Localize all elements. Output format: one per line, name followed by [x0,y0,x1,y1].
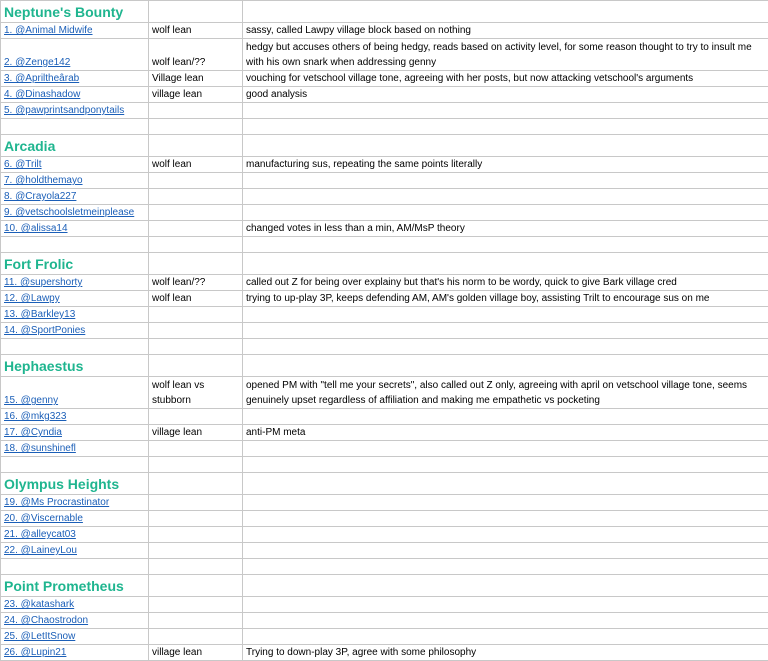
lean-cell[interactable] [149,613,243,629]
player-name-cell[interactable] [1,597,149,613]
player-row [1,275,768,291]
empty-cell[interactable] [149,559,243,575]
player-row [1,409,768,425]
blank-row [1,237,768,253]
lean-cell[interactable] [149,527,243,543]
player-link[interactable]: 25. @LetItSnow [4,631,75,642]
player-row [1,323,768,339]
player-name-cell[interactable] [1,221,149,237]
lean-cell[interactable] [149,221,243,237]
lean-cell[interactable]: village lean [149,425,243,441]
lean-cell[interactable]: Village lean [149,71,243,87]
player-name-cell[interactable] [1,157,149,173]
notes-cell[interactable] [243,323,768,339]
lean-cell[interactable] [149,629,243,645]
empty-cell[interactable] [1,339,149,355]
player-row [1,103,768,119]
player-row [1,87,768,103]
lean-cell[interactable] [149,441,243,457]
group-header-row [1,473,768,495]
player-name-cell[interactable] [1,189,149,205]
player-link[interactable]: 12. @Lawpy [4,293,60,304]
player-name-cell[interactable] [1,307,149,323]
empty-cell[interactable] [243,559,768,575]
player-name-cell[interactable] [1,291,149,307]
empty-cell[interactable] [1,237,149,253]
lean-cell[interactable] [149,103,243,119]
empty-cell[interactable] [243,253,768,275]
lean-cell[interactable] [149,511,243,527]
player-link[interactable]: 3. @Apriltheârab [4,73,79,84]
group-title[interactable]: Arcadia [1,135,149,157]
empty-cell[interactable] [243,119,768,135]
player-row [1,205,768,221]
player-row [1,39,768,71]
lean-cell[interactable] [149,173,243,189]
notes-cell[interactable] [243,597,768,613]
player-link[interactable]: 18. @sunshinefl [4,443,76,454]
player-row [1,629,768,645]
player-name-cell[interactable] [1,205,149,221]
empty-cell[interactable] [149,339,243,355]
player-row [1,425,768,441]
player-link[interactable]: 15. @genny [4,395,58,406]
empty-cell[interactable] [149,135,243,157]
lean-cell[interactable] [149,597,243,613]
group-title[interactable]: Fort Frolic [1,253,149,275]
player-name-cell[interactable] [1,527,149,543]
empty-cell[interactable] [243,457,768,473]
group-header-row [1,135,768,157]
notes-cell[interactable] [243,613,768,629]
player-link[interactable]: 7. @holdthemayo [4,175,83,186]
notes-cell[interactable] [243,543,768,559]
lean-cell[interactable]: village lean [149,87,243,103]
player-link[interactable]: 8. @Crayola227 [4,191,76,202]
blank-row [1,559,768,575]
lean-cell[interactable] [149,205,243,221]
player-row [1,71,768,87]
notes-cell[interactable]: vouching for vetschool village tone, agreeing with her posts, but now attacking vetschool's arguments [243,71,768,87]
player-name-cell[interactable] [1,629,149,645]
group-header-row [1,1,768,23]
player-row [1,527,768,543]
player-name-cell[interactable] [1,543,149,559]
player-row [1,613,768,629]
lean-cell[interactable] [149,323,243,339]
player-link[interactable]: 10. @alissa14 [4,223,68,234]
player-link[interactable]: 19. @Ms Procrastinator [4,497,109,508]
player-row [1,441,768,457]
blank-row [1,457,768,473]
notes-cell[interactable]: good analysis [243,87,768,103]
group-title[interactable]: Hephaestus [1,355,149,377]
lean-cell[interactable]: wolf lean [149,157,243,173]
empty-cell[interactable] [1,457,149,473]
empty-cell[interactable] [149,473,243,495]
player-link[interactable]: 24. @Chaostrodon [4,615,88,626]
lean-cell[interactable] [149,189,243,205]
player-link[interactable]: 16. @mkg323 [4,411,66,422]
player-row [1,157,768,173]
player-name-cell[interactable] [1,71,149,87]
group-title[interactable]: Neptune's Bounty [1,1,149,23]
player-row [1,377,768,409]
empty-cell[interactable] [1,559,149,575]
player-link[interactable]: 4. @Dinashadow [4,89,80,100]
lean-cell[interactable]: wolf lean [149,23,243,39]
player-name-cell[interactable] [1,173,149,189]
group-title[interactable]: Olympus Heights [1,473,149,495]
notes-cell[interactable]: opened PM with "tell me your secrets", also called out Z only, agreeing with april on vetschool village tone, seems genuinely upset regardless of affiliation and making me empathetic vs pocketing [243,377,768,409]
notes-cell[interactable]: trying to up-play 3P, keeps defending AM, AM's golden village boy, assisting Trilt to encourage sus on me [243,291,768,307]
blank-row [1,119,768,135]
notes-cell[interactable] [243,189,768,205]
player-link[interactable]: 13. @Barkley13 [4,309,75,320]
empty-cell[interactable] [243,575,768,597]
player-row [1,173,768,189]
player-name-cell[interactable] [1,323,149,339]
empty-cell[interactable] [243,355,768,377]
player-name-cell[interactable] [1,103,149,119]
lean-cell[interactable] [149,543,243,559]
player-name-cell[interactable] [1,39,149,71]
lean-cell[interactable]: wolf lean/?? [149,275,243,291]
player-name-cell[interactable] [1,495,149,511]
lean-cell[interactable]: wolf lean vs stubborn [149,377,243,409]
player-link[interactable]: 20. @Viscernable [4,513,83,524]
notes-cell[interactable] [243,495,768,511]
player-link[interactable]: 23. @katashark [4,599,74,610]
player-row [1,597,768,613]
notes-cell[interactable] [243,307,768,323]
player-link[interactable]: 6. @Trilt [4,159,42,170]
empty-cell[interactable] [243,473,768,495]
player-link[interactable]: 1. @Animal Midwife [4,25,93,36]
empty-cell[interactable] [149,119,243,135]
empty-cell[interactable] [1,119,149,135]
player-link[interactable]: 17. @Cyndia [4,427,62,438]
player-name-cell[interactable] [1,409,149,425]
lean-cell[interactable]: wolf lean [149,291,243,307]
player-link[interactable]: 22. @LaineyLou [4,545,77,556]
player-link[interactable]: 14. @SportPonies [4,325,85,336]
lean-cell[interactable]: village lean [149,645,243,661]
player-link[interactable]: 21. @alleycat03 [4,529,76,540]
empty-cell[interactable] [243,237,768,253]
notes-cell[interactable] [243,205,768,221]
group-title[interactable]: Point Prometheus [1,575,149,597]
notes-cell[interactable]: anti-PM meta [243,425,768,441]
notes-cell[interactable]: changed votes in less than a min, AM/MsP theory [243,221,768,237]
player-name-cell[interactable] [1,441,149,457]
player-row [1,291,768,307]
player-name-cell[interactable] [1,511,149,527]
notes-cell[interactable] [243,441,768,457]
player-row [1,495,768,511]
player-row [1,645,768,661]
player-row [1,511,768,527]
lean-cell[interactable]: wolf lean/?? [149,39,243,71]
notes-cell[interactable] [243,511,768,527]
group-header-row [1,253,768,275]
empty-cell[interactable] [149,457,243,473]
notes-cell[interactable] [243,173,768,189]
empty-cell[interactable] [149,355,243,377]
player-row [1,221,768,237]
notes-cell[interactable] [243,103,768,119]
player-name-cell[interactable] [1,645,149,661]
empty-cell[interactable] [149,237,243,253]
player-name-cell[interactable] [1,275,149,291]
notes-cell[interactable]: Trying to down-play 3P, agree with some philosophy [243,645,768,661]
player-row [1,23,768,39]
lean-cell[interactable] [149,409,243,425]
empty-cell[interactable] [243,339,768,355]
player-link[interactable]: 26. @Lupin21 [4,647,66,658]
player-row [1,189,768,205]
notes-cell[interactable]: manufacturing sus, repeating the same points literally [243,157,768,173]
player-link[interactable]: 5. @pawprintsandponytails [4,105,124,116]
player-name-cell[interactable] [1,23,149,39]
notes-cell[interactable]: hedgy but accuses others of being hedgy, reads based on activity level, for some reason thought to try to insult me with his own snark when addressing genny [243,39,768,71]
player-name-cell[interactable] [1,87,149,103]
player-link[interactable]: 2. @Zenge142 [4,57,70,68]
player-row [1,307,768,323]
lean-cell[interactable] [149,495,243,511]
notes-cell[interactable]: called out Z for being over explainy but that's his norm to be wordy, quick to give Bark village cred [243,275,768,291]
blank-row [1,339,768,355]
notes-cell[interactable] [243,409,768,425]
group-header-row [1,575,768,597]
player-row [1,543,768,559]
empty-cell[interactable] [149,575,243,597]
empty-cell[interactable] [243,1,768,23]
notes-cell[interactable] [243,629,768,645]
empty-cell[interactable] [149,253,243,275]
player-name-cell[interactable] [1,425,149,441]
group-header-row [1,355,768,377]
player-name-cell[interactable] [1,613,149,629]
player-name-cell[interactable] [1,377,149,409]
lean-cell[interactable] [149,307,243,323]
notes-cell[interactable]: sassy, called Lawpy village block based on nothing [243,23,768,39]
empty-cell[interactable] [149,1,243,23]
player-link[interactable]: 11. @supershorty [4,277,82,288]
spreadsheet-body [1,1,768,661]
player-link[interactable]: 9. @vetschoolsletmeinplease [4,207,134,218]
empty-cell[interactable] [243,135,768,157]
notes-cell[interactable] [243,527,768,543]
